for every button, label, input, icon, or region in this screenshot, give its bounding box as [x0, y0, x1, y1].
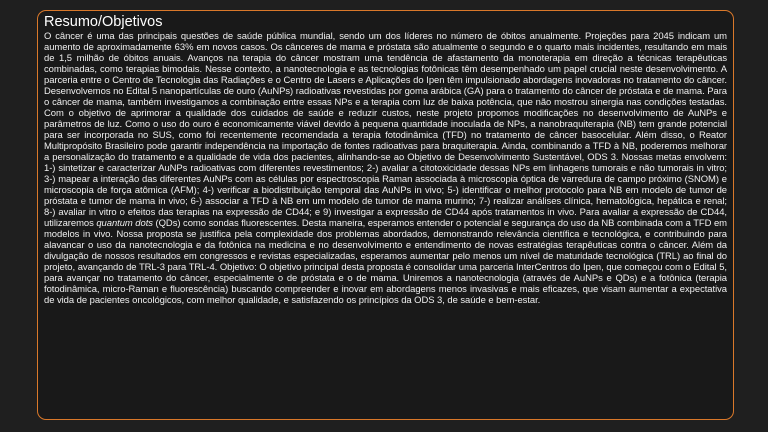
paragraph-part-2: (QDs) como sondas fluorescentes. Desta maneira, esperamos entender o potencial e segurança do uso da NB combinada com a TFD em modelos in vivo. Nossa proposta se justifica pela complexidade dos problemas abordados, demonstrando relevância científica e tecnológica, e contribuindo para alavancar o uso da nanotecnologia e da fotônica na medicina e no desenvolvimento e entendimento de novas estratégias terapêuticas contra o câncer. Além da divulgação de nossos resultados em congressos e revistas especializadas, esperamos aumentar pelo menos um nível de maturidade tecnológica (TRL) ao final do projeto, avançando de TRL-3 para TRL-4. Objetivo: O objetivo principal desta proposta é consolidar uma parceria InterCentros do Ipen, que começou com o Edital 5, para avançar no tratamento do câncer, especialmente o de próstata e o de mama. Uniremos a nanotecnologia (através de AuNPs e QDs) e a fotônica (terapia fotodinâmica, micro-Raman e fluorescência) buscando compreender e inovar em abordagens menos invasivas e mais eficazes, que visam aumentar a expectativa de vida de pacientes oncológicos, com melhor qualidade, e satisfazendo os princípios da ODS 3, de saúde e bem-estar.: [44, 218, 727, 307]
section-title: Resumo/Objetivos: [44, 14, 163, 30]
summary-paragraph: [44, 31, 727, 306]
paragraph-italic-term: quantum dots: [96, 218, 153, 230]
paragraph-part-1: O câncer é uma das principais questões de saúde pública mundial, sendo um dos líderes no número de óbitos anualmente. Projeções para 2045 indicam um aumento de aproximadamente 63% em novos casos. Os cânceres de mama e próstata são atualmente o segundo e o quarto mais incidentes, resultando em mais de 1,5 milhão de óbitos anuais. Avanços na terapia do câncer mostram uma tendência de afastamento da monoterapia em direção a técnicas terapêuticas combinadas, como terapias bimodais. Nesse contexto, a nanotecnologia e as tecnologias fotônicas têm desempenhado um papel crucial neste desenvolvimento. A parceria entre o Centro de Tecnologia das Radiações e o Centro de Lasers e Aplicações do Ipen têm impulsionado abordagens inovadoras no tratamento do câncer. Desenvolvemos no Edital 5 nanopartículas de ouro (AuNPs) radioativas revestidas por goma arábica (GA) para o tratamento do câncer de próstata e de mama. Para o câncer de mama, também investigamos a combinação entre essas NPs e a terapia com luz de baixa potência, que não mostrou sinergia nas condições testadas. Com o objetivo de aprimorar a qualidade dos cuidados de saúde e reduzir custos, neste projeto propomos modificações no desenvolvimento de AuNPs e parâmetros de luz. Como o uso do ouro é economicamente viável devido à pequena quantidade inoculada de NPs, a nanobraquiterapia (NB) tem grande potencial para ser incorporada no SUS, como foi recentemente recomendada a terapia fotodinâmica (TFD) no tratamento de câncer basocelular. Além disso, o Reator Multipropósito Brasileiro pode garantir independência na importação de fontes radioativas para braquiterapia. Ainda, combinando a TFD à NB, poderemos melhorar a personalização do tratamento e a qualidade de vida dos pacientes, alinhando-se ao Objetivo de Desenvolvimento Sustentável, ODS 3. Nossas metas envolvem: 1-) sintetizar e caracterizar AuNPs radioativas com diferentes revestimentos; 2-) avaliar a citotoxicidade dessas NPs em linhagens tumorais e não tumorais in vitro; 3-) mapear a interação das diferentes AuNPs com as células por espectroscopia Raman associada à microscopia óptica de varredura de campo próximo (SNOM) e microscopia de força atômica (AFM); 4-) verificar a biodistribuição temporal das AuNPs in vivo; 5-) identificar o melhor protocolo para NB em modelo de tumor de próstata e tumor de mama in vivo; 6-) associar a TFD à NB em um modelo de tumor de mama murino; 7-) realizar análises clínica, hematológica, hepática e renal; 8-) avaliar in vitro o efeitos das terapias na expressão de CD44; e 9) investigar a expressão de CD44 após tratamentos in vivo. Para avaliar a expressão de CD44, utilizaremos: [44, 31, 727, 230]
summary-panel: [37, 10, 734, 420]
